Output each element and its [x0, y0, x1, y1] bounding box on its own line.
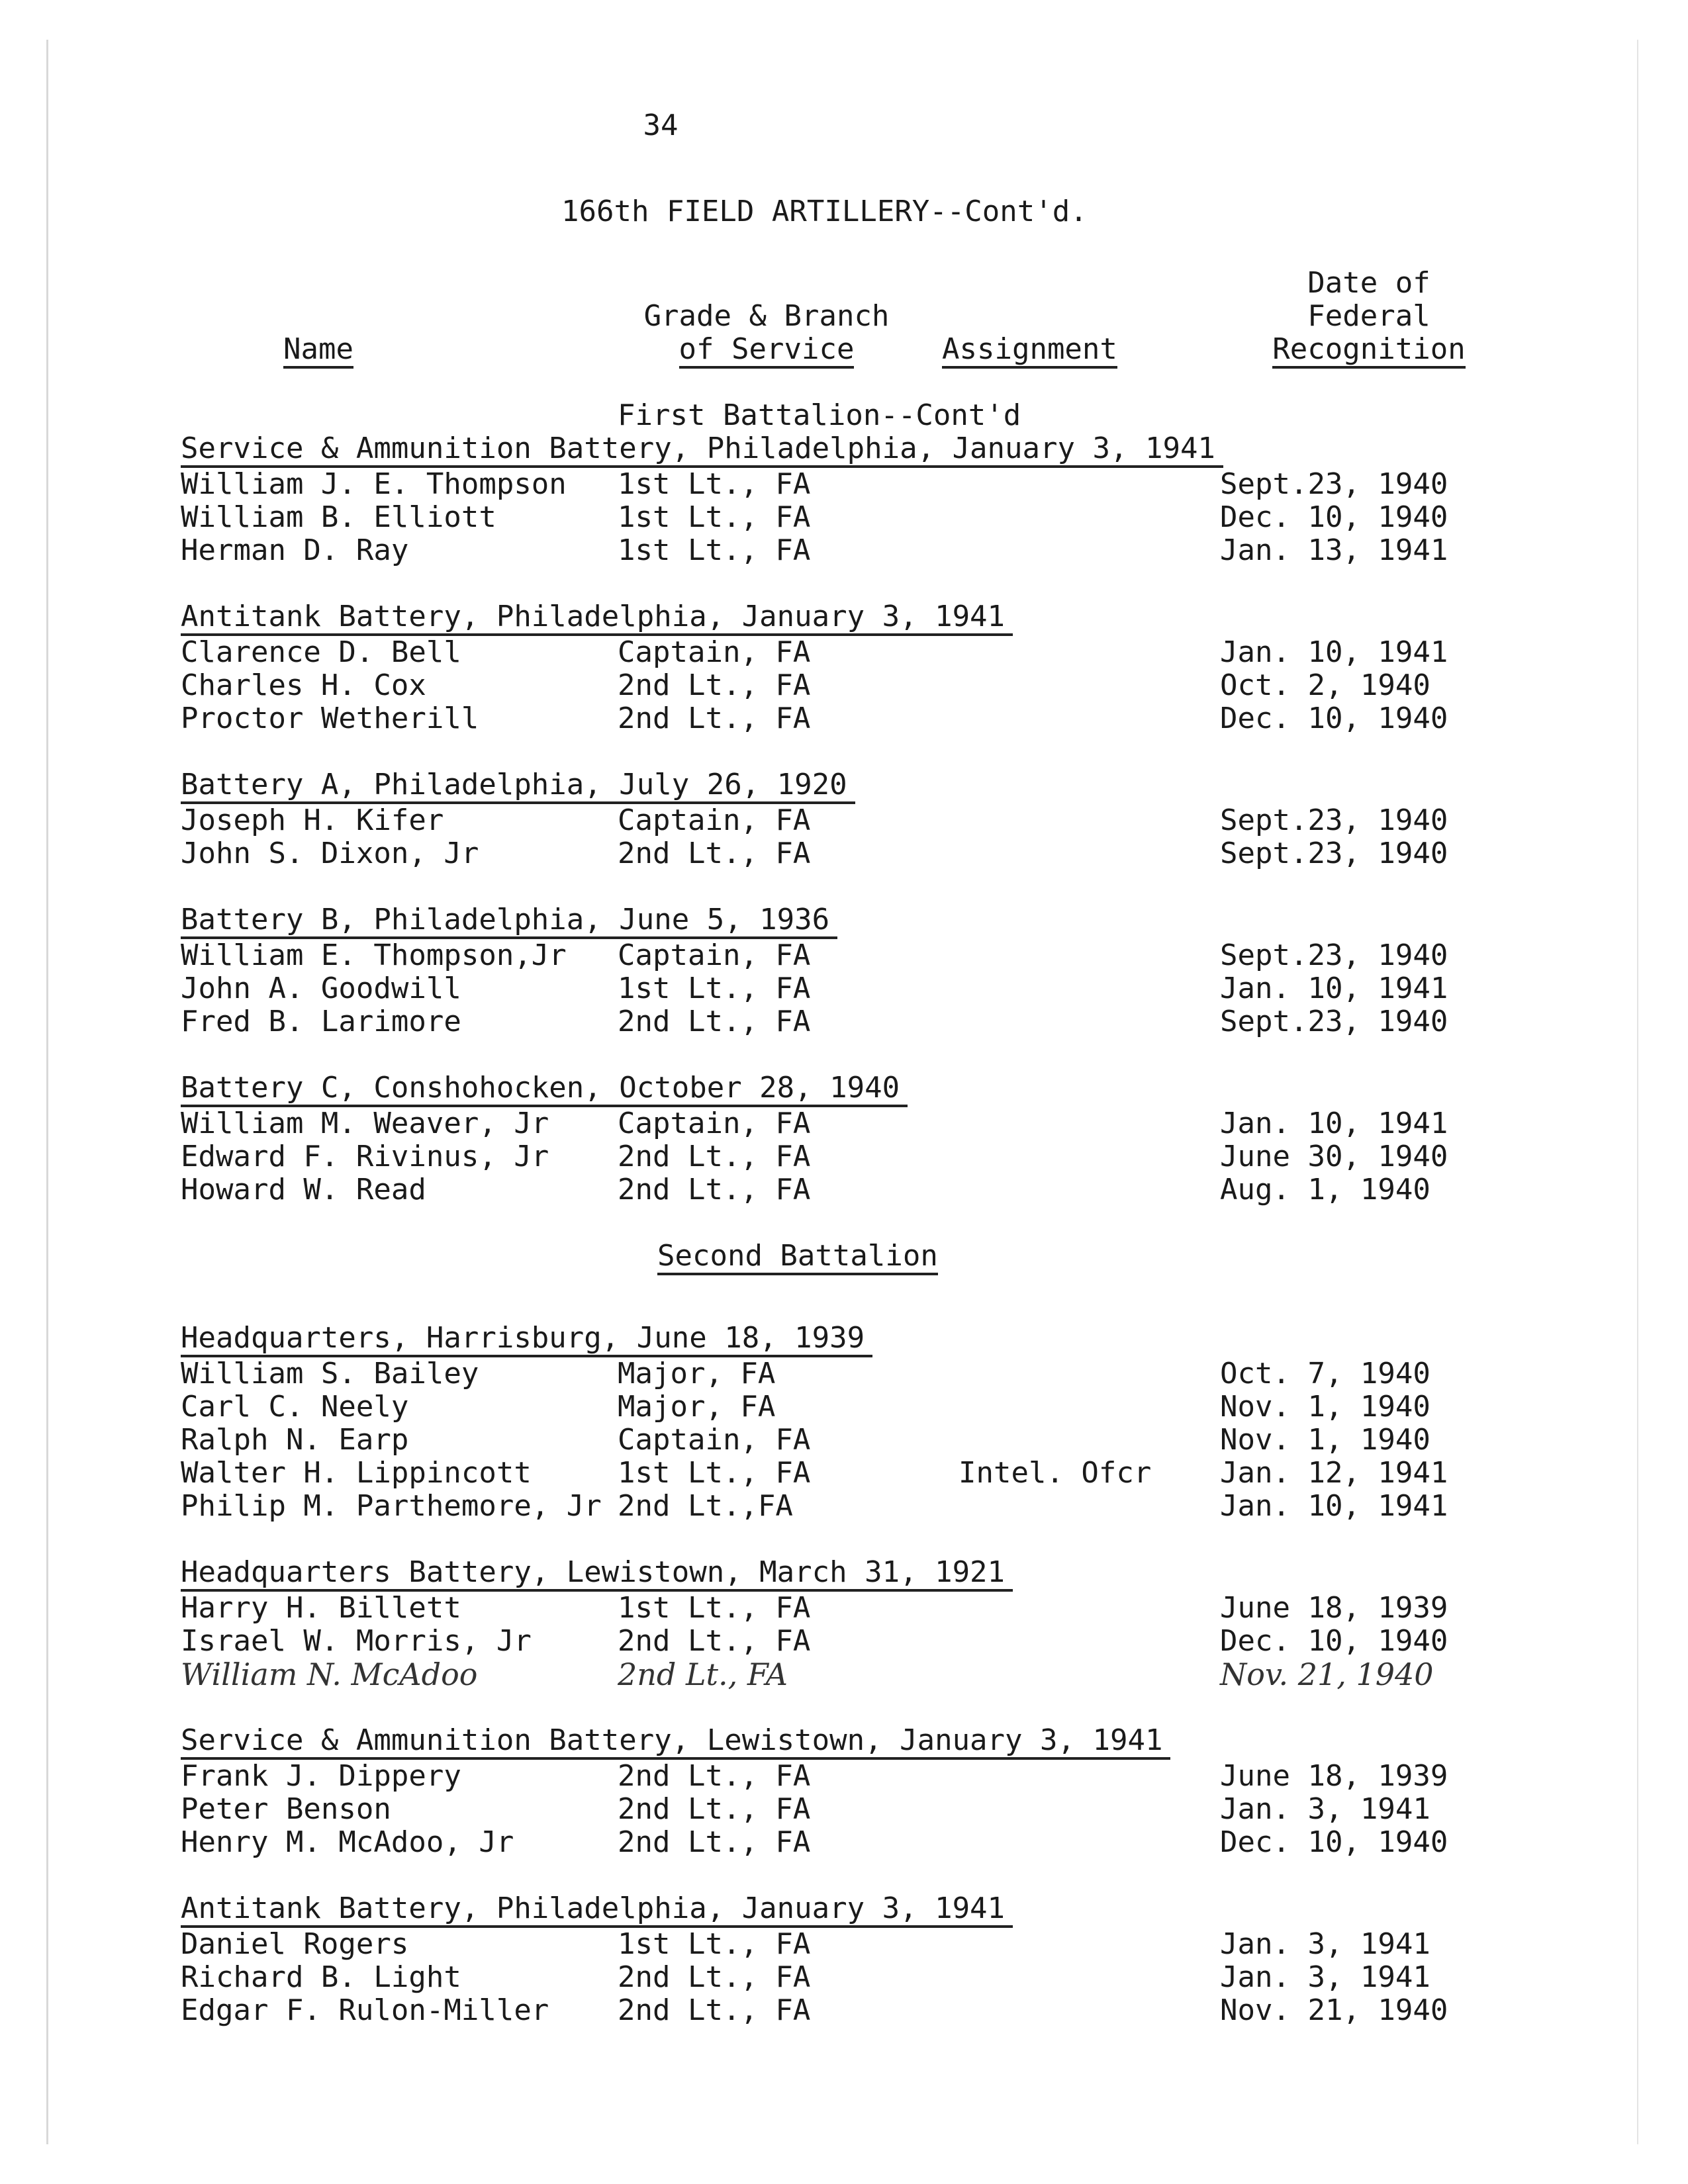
officer-name: Israel W. Morris, Jr [181, 1624, 532, 1658]
officer-name: William J. E. Thompson [181, 467, 567, 501]
roster-row [181, 972, 1505, 1005]
officer-name: William B. Elliott [181, 500, 496, 534]
officer-grade: 2nd Lt., FA [618, 1624, 811, 1658]
unit-block [181, 1322, 1505, 1523]
roster-row [181, 468, 1505, 501]
handwritten-entry [181, 1658, 1505, 1691]
recognition-date: Nov. 1, 1940 [1220, 1390, 1430, 1424]
recognition-date: Jan. 3, 1941 [1220, 1960, 1430, 1994]
officer-name: Peter Benson [181, 1792, 391, 1826]
recognition-date: June 30, 1940 [1220, 1140, 1448, 1173]
officer-grade: 2nd Lt., FA [618, 1792, 811, 1826]
unit-block [181, 768, 1505, 870]
officer-grade: 1st Lt., FA [618, 972, 811, 1005]
officer-name: Carl C. Neely [181, 1390, 409, 1424]
roster-row [181, 1457, 1505, 1490]
recognition-date: June 18, 1939 [1220, 1759, 1448, 1793]
officer-name: John A. Goodwill [181, 972, 461, 1005]
recognition-date: Nov. 21, 1940 [1220, 1993, 1448, 2027]
roster-row [181, 1961, 1505, 1994]
roster-row [181, 636, 1505, 669]
officer-grade: 1st Lt., FA [618, 467, 811, 501]
recognition-date: Jan. 12, 1941 [1220, 1456, 1448, 1490]
roster-row [181, 501, 1505, 534]
officer-name: Charles H. Cox [181, 668, 426, 702]
officer-grade: 2nd Lt., FA [618, 1960, 811, 1994]
recognition-date: Sept.23, 1940 [1220, 1005, 1448, 1038]
roster-row [181, 1107, 1505, 1140]
officer-name: Frank J. Dippery [181, 1759, 461, 1793]
officer-grade: 2nd Lt., FA [618, 702, 811, 735]
officer-name: Proctor Wetherill [181, 702, 479, 735]
officer-name: William M. Weaver, Jr [181, 1107, 549, 1140]
officer-name: Ralph N. Earp [181, 1423, 409, 1457]
officer-grade: 1st Lt., FA [618, 1591, 811, 1625]
officer-name: Clarence D. Bell [181, 635, 461, 669]
officer-name: Fred B. Larimore [181, 1005, 461, 1038]
roster-row [181, 1625, 1505, 1658]
unit-title: Battery C, Conshohocken, October 28, 1940 [181, 1071, 908, 1107]
unit-title: Service & Ammunition Battery, Lewistown, January 3, 1941 [181, 1724, 1170, 1760]
document-sheet [46, 40, 1638, 2144]
recognition-date: Sept.23, 1940 [1220, 467, 1448, 501]
officer-name: William S. Bailey [181, 1357, 479, 1390]
officer-name: Herman D. Ray [181, 533, 409, 567]
unit-block [181, 903, 1505, 1038]
roster-row [181, 804, 1505, 837]
unit-title: Antitank Battery, Philadelphia, January 3, 1941 [181, 1892, 1013, 1928]
recognition-date: Jan. 3, 1941 [1220, 1927, 1430, 1961]
roster-row [181, 1357, 1505, 1390]
handwritten-grade: 2nd Lt., FA [618, 1657, 788, 1692]
roster-row [181, 1793, 1505, 1826]
roster-row [181, 837, 1505, 870]
roster-row [181, 1592, 1505, 1625]
unit-block [181, 1892, 1505, 2027]
header-date: Date of Federal Recognition [1220, 267, 1518, 369]
officer-name: Harry H. Billett [181, 1591, 461, 1625]
unit-title: Battery B, Philadelphia, June 5, 1936 [181, 903, 837, 939]
roster-row [181, 1928, 1505, 1961]
recognition-date: Sept.23, 1940 [1220, 938, 1448, 972]
officer-grade: 2nd Lt., FA [618, 1825, 811, 1859]
officer-grade: 2nd Lt., FA [618, 1759, 811, 1793]
roster-row [181, 1173, 1505, 1206]
officer-grade: 2nd Lt., FA [618, 668, 811, 702]
officer-grade: Major, FA [618, 1390, 776, 1424]
recognition-date: Jan. 10, 1941 [1220, 1107, 1448, 1140]
header-grade: Grade & Branch of Service [608, 300, 925, 369]
officer-grade: 2nd Lt., FA [618, 1173, 811, 1206]
officer-name: Edgar F. Rulon-Miller [181, 1993, 549, 2027]
officer-grade: 2nd Lt., FA [618, 837, 811, 870]
officer-name: Philip M. Parthemore, Jr [181, 1489, 602, 1523]
unit-block [181, 432, 1505, 567]
officer-name: John S. Dixon, Jr [181, 837, 479, 870]
unit-block [181, 1724, 1505, 1859]
officer-name: Edward F. Rivinus, Jr [181, 1140, 549, 1173]
officer-name: Joseph H. Kifer [181, 803, 444, 837]
officer-grade: Captain, FA [618, 803, 811, 837]
header-assignment: Assignment [942, 333, 1117, 369]
roster-row [181, 702, 1505, 735]
roster-row [181, 1140, 1505, 1173]
handwritten-name: William N. McAdoo [181, 1657, 478, 1692]
officer-grade: Captain, FA [618, 635, 811, 669]
roster-row [181, 669, 1505, 702]
recognition-date: Jan. 10, 1941 [1220, 635, 1448, 669]
officer-name: Howard W. Read [181, 1173, 426, 1206]
roster-row [181, 1390, 1505, 1424]
recognition-date: Aug. 1, 1940 [1220, 1173, 1430, 1206]
unit-title: Battery A, Philadelphia, July 26, 1920 [181, 768, 855, 804]
subheading: First Battalion--Cont'd [618, 398, 1021, 432]
recognition-date: Jan. 3, 1941 [1220, 1792, 1430, 1826]
recognition-date: Nov. 1, 1940 [1220, 1423, 1430, 1457]
officer-grade: 1st Lt., FA [618, 533, 811, 567]
officer-grade: 2nd Lt.,FA [618, 1489, 793, 1523]
recognition-date: Oct. 7, 1940 [1220, 1357, 1430, 1390]
officer-grade: Major, FA [618, 1357, 776, 1390]
roster-row [181, 1994, 1505, 2027]
officer-grade: 1st Lt., FA [618, 1456, 811, 1490]
officer-name: Daniel Rogers [181, 1927, 409, 1961]
column-headers [181, 267, 1505, 399]
unit-title: Service & Ammunition Battery, Philadelphia, January 3, 1941 [181, 432, 1223, 468]
handwritten-date: Nov. 21, 1940 [1220, 1657, 1434, 1692]
roster-row [181, 534, 1505, 567]
recognition-date: Jan. 13, 1941 [1220, 533, 1448, 567]
officer-assignment: Intel. Ofcr [959, 1456, 1152, 1490]
officer-grade: Captain, FA [618, 1107, 811, 1140]
recognition-date: June 18, 1939 [1220, 1591, 1448, 1625]
recognition-date: Jan. 10, 1941 [1220, 972, 1448, 1005]
officer-name: Henry M. McAdoo, Jr [181, 1825, 514, 1859]
officer-grade: Captain, FA [618, 1423, 811, 1457]
roster-row [181, 939, 1505, 972]
officer-grade: 2nd Lt., FA [618, 1005, 811, 1038]
roster-row [181, 1005, 1505, 1038]
officer-grade: 2nd Lt., FA [618, 1140, 811, 1173]
recognition-date: Dec. 10, 1940 [1220, 1624, 1448, 1658]
recognition-date: Oct. 2, 1940 [1220, 668, 1430, 702]
officer-grade: Captain, FA [618, 938, 811, 972]
recognition-date: Dec. 10, 1940 [1220, 500, 1448, 534]
recognition-date: Dec. 10, 1940 [1220, 702, 1448, 735]
roster-row [181, 1424, 1505, 1457]
first-battalion-section [181, 432, 1505, 1206]
second-battalion-heading: Second Battalion [181, 1240, 1505, 1275]
unit-block [181, 1556, 1505, 1691]
officer-grade: 1st Lt., FA [618, 500, 811, 534]
unit-title: Headquarters Battery, Lewistown, March 31, 1921 [181, 1556, 1013, 1592]
page-number: 34 [643, 109, 679, 142]
roster-page [181, 109, 1505, 2060]
officer-grade: 2nd Lt., FA [618, 1993, 811, 2027]
officer-name: Walter H. Lippincott [181, 1456, 532, 1490]
officer-name: William E. Thompson,Jr [181, 938, 567, 972]
unit-title: Headquarters, Harrisburg, June 18, 1939 [181, 1322, 872, 1357]
header-name: Name [283, 333, 353, 369]
roster-row [181, 1826, 1505, 1859]
roster-row [181, 1760, 1505, 1793]
officer-name: Richard B. Light [181, 1960, 461, 1994]
unit-title: Antitank Battery, Philadelphia, January 3, 1941 [181, 600, 1013, 636]
recognition-date: Sept.23, 1940 [1220, 803, 1448, 837]
officer-grade: 1st Lt., FA [618, 1927, 811, 1961]
roster-row [181, 1490, 1505, 1523]
page-title: 166th FIELD ARTILLERY--Cont'd. [561, 195, 1088, 228]
recognition-date: Dec. 10, 1940 [1220, 1825, 1448, 1859]
unit-block [181, 1071, 1505, 1206]
unit-block [181, 600, 1505, 735]
recognition-date: Sept.23, 1940 [1220, 837, 1448, 870]
recognition-date: Jan. 10, 1941 [1220, 1489, 1448, 1523]
second-battalion-section [181, 1322, 1505, 2027]
